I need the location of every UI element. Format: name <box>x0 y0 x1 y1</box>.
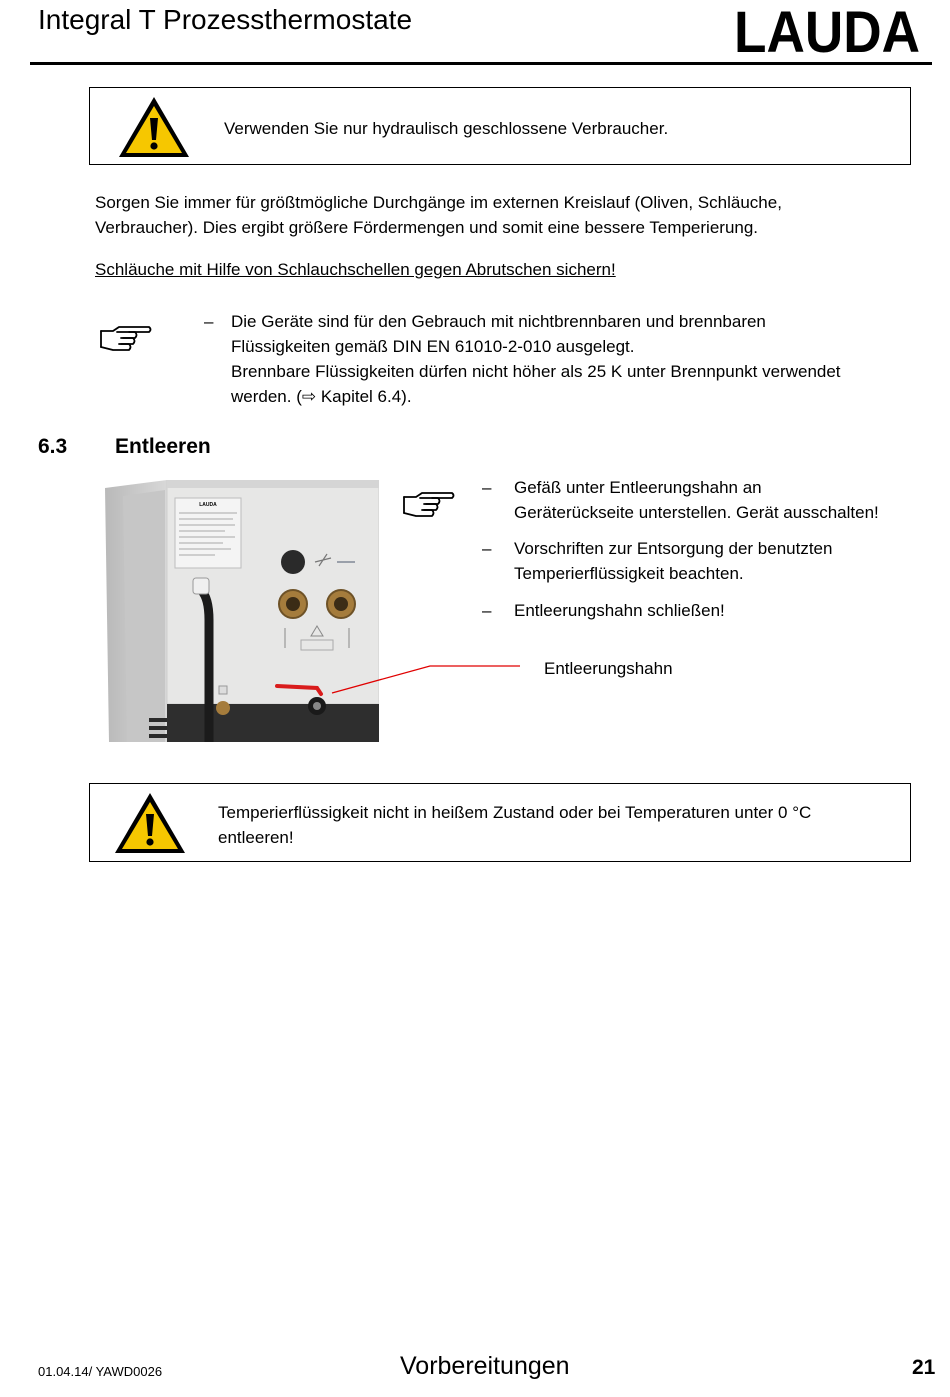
paragraph-passages <box>95 190 782 240</box>
section-title: Entleeren <box>115 435 211 458</box>
paragraph-hose-clamps: Schläuche mit Hilfe von Schlauchschellen gegen Abrutschen sichern! <box>95 260 616 279</box>
section-number: 6.3 <box>38 435 68 458</box>
warning-line: Temperierflüssigkeit nicht in heißem Zustand oder bei Temperaturen unter 0 °C <box>218 803 812 822</box>
list-item-line: Vorschriften zur Entsorgung der benutzten <box>514 539 833 558</box>
bullet-dash: – <box>482 601 492 620</box>
header-rule <box>30 62 932 65</box>
warning-box-hot-liquid <box>89 783 911 862</box>
warning-triangle-icon <box>112 790 188 856</box>
footer-chapter: Vorbereitungen <box>400 1352 570 1380</box>
header-title: Integral T Prozessthermostate <box>38 4 413 35</box>
lauda-logo <box>732 6 922 56</box>
list-item-line: Gefäß unter Entleerungshahn an <box>514 478 762 497</box>
paragraph-line: Sorgen Sie immer für größtmögliche Durchgänge im externen Kreislauf (Oliven, Schläuche, <box>95 193 782 212</box>
list-item-line: Geräterückseite unterstellen. Gerät ausschalten! <box>514 503 879 522</box>
list-item-line: Temperierflüssigkeit beachten. <box>514 564 744 583</box>
bullet-dash: – <box>204 312 214 331</box>
warning-text <box>218 800 811 850</box>
bullet-dash: – <box>482 539 492 558</box>
warning-box-hydraulic <box>89 87 911 165</box>
list-item <box>514 536 832 586</box>
list-item <box>514 598 725 623</box>
note-line: Brennbare Flüssigkeiten dürfen nicht höher als 25 K unter Brennpunkt verwendet <box>231 362 841 381</box>
bullet-dash: – <box>482 478 492 497</box>
note-line: Flüssigkeiten gemäß DIN EN 61010-2-010 ausgelegt. <box>231 337 635 356</box>
list-item <box>514 475 879 525</box>
pointing-hand-icon <box>97 322 153 352</box>
page-number: 21 <box>912 1356 936 1379</box>
note-line: werden. (⇨ Kapitel 6.4). <box>231 387 412 406</box>
footer-doc-code: 01.04.14/ YAWD0026 <box>38 1364 163 1379</box>
note-flammable-liquids <box>231 309 841 409</box>
nameplate-brand: LAUDA <box>199 502 217 508</box>
note-line: Die Geräte sind für den Gebrauch mit nichtbrennbaren und brennbaren <box>231 312 766 331</box>
callout-label: Entleerungshahn <box>544 659 673 678</box>
device-rear-photo <box>105 480 379 742</box>
pointing-hand-icon <box>400 488 456 518</box>
paragraph-line: Verbraucher). Dies ergibt größere Fördermengen und somit eine bessere Temperierung. <box>95 218 759 237</box>
warning-text: Verwenden Sie nur hydraulisch geschlossene Verbraucher. <box>224 119 669 138</box>
logo-text: LAUDA <box>734 6 920 56</box>
callout-line <box>330 660 530 700</box>
list-item-line: Entleerungshahn schließen! <box>514 601 725 620</box>
warning-line: entleeren! <box>218 828 294 847</box>
warning-triangle-icon <box>116 94 192 160</box>
